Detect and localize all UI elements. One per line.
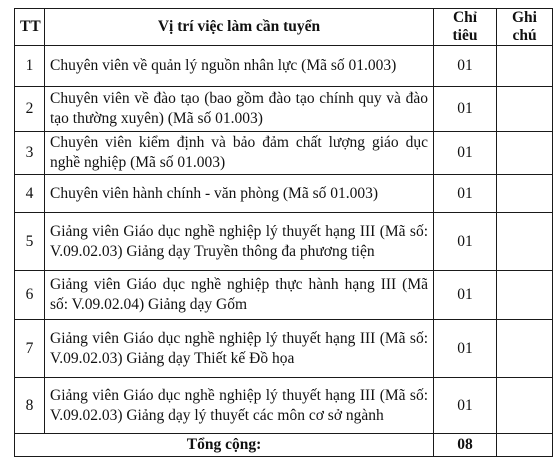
row-number: 2 [15, 87, 45, 132]
position-name: Giảng viên Giáo dục nghề nghiệp lý thuyết hạng III (Mã số: V.09.02.03) Giảng dạy Thiết kế Đồ họa [45, 320, 434, 378]
quota-count: 01 [434, 132, 497, 175]
row-number: 4 [15, 175, 45, 213]
position-name: Chuyên viên kiểm định và bảo đảm chất lượng giáo dục nghề nghiệp (Mã số 01.003) [45, 132, 434, 175]
position-name: Giảng viên Giáo dục nghề nghiệp lý thuyết hạng III (Mã số: V.09.02.03) Giảng dạy Truyền thông đa phương tiện [45, 213, 434, 271]
quota-count: 01 [434, 378, 497, 434]
position-name: Chuyên viên hành chính - văn phòng (Mã số 01.003) [45, 175, 434, 213]
quota-count: 01 [434, 213, 497, 271]
table-row [15, 46, 553, 87]
position-name: Chuyên viên về đào tạo (bao gồm đào tạo chính quy và đào tạo thường xuyên) (Mã số 01.003) [45, 87, 434, 132]
table-row [15, 271, 553, 320]
note-cell [497, 320, 553, 378]
position-name: Giảng viên Giáo dục nghề nghiệp thực hành hạng III (Mã số: V.09.02.04) Giảng dạy Gốm [45, 271, 434, 320]
note-cell [497, 271, 553, 320]
row-number: 3 [15, 132, 45, 175]
recruitment-table [14, 8, 553, 457]
total-note [497, 434, 553, 457]
row-number: 6 [15, 271, 45, 320]
total-label: Tổng cộng: [15, 434, 434, 457]
quota-count: 01 [434, 175, 497, 213]
note-cell [497, 46, 553, 87]
quota-count: 01 [434, 320, 497, 378]
note-cell [497, 213, 553, 271]
table-row [15, 87, 553, 132]
row-number: 7 [15, 320, 45, 378]
table-row [15, 213, 553, 271]
table-row [15, 378, 553, 434]
row-number: 1 [15, 46, 45, 87]
table-header-row [15, 9, 553, 46]
position-name: Giảng viên Giáo dục nghề nghiệp lý thuyết hạng III (Mã số: V.09.02.03) Giảng dạy lý thuyết các môn cơ sở ngành [45, 378, 434, 434]
note-cell [497, 87, 553, 132]
position-name: Chuyên viên về quản lý nguồn nhân lực (Mã số 01.003) [45, 46, 434, 87]
note-cell [497, 378, 553, 434]
header-count: Chỉ tiêu [434, 9, 497, 46]
table-row [15, 175, 553, 213]
total-row [15, 434, 553, 457]
total-count: 08 [434, 434, 497, 457]
quota-count: 01 [434, 271, 497, 320]
header-position: Vị trí việc làm cần tuyển [45, 9, 434, 46]
quota-count: 01 [434, 46, 497, 87]
header-tt: TT [15, 9, 45, 46]
header-note: Ghi chú [497, 9, 553, 46]
row-number: 5 [15, 213, 45, 271]
table-row [15, 320, 553, 378]
row-number: 8 [15, 378, 45, 434]
note-cell [497, 132, 553, 175]
note-cell [497, 175, 553, 213]
table-row [15, 132, 553, 175]
quota-count: 01 [434, 87, 497, 132]
